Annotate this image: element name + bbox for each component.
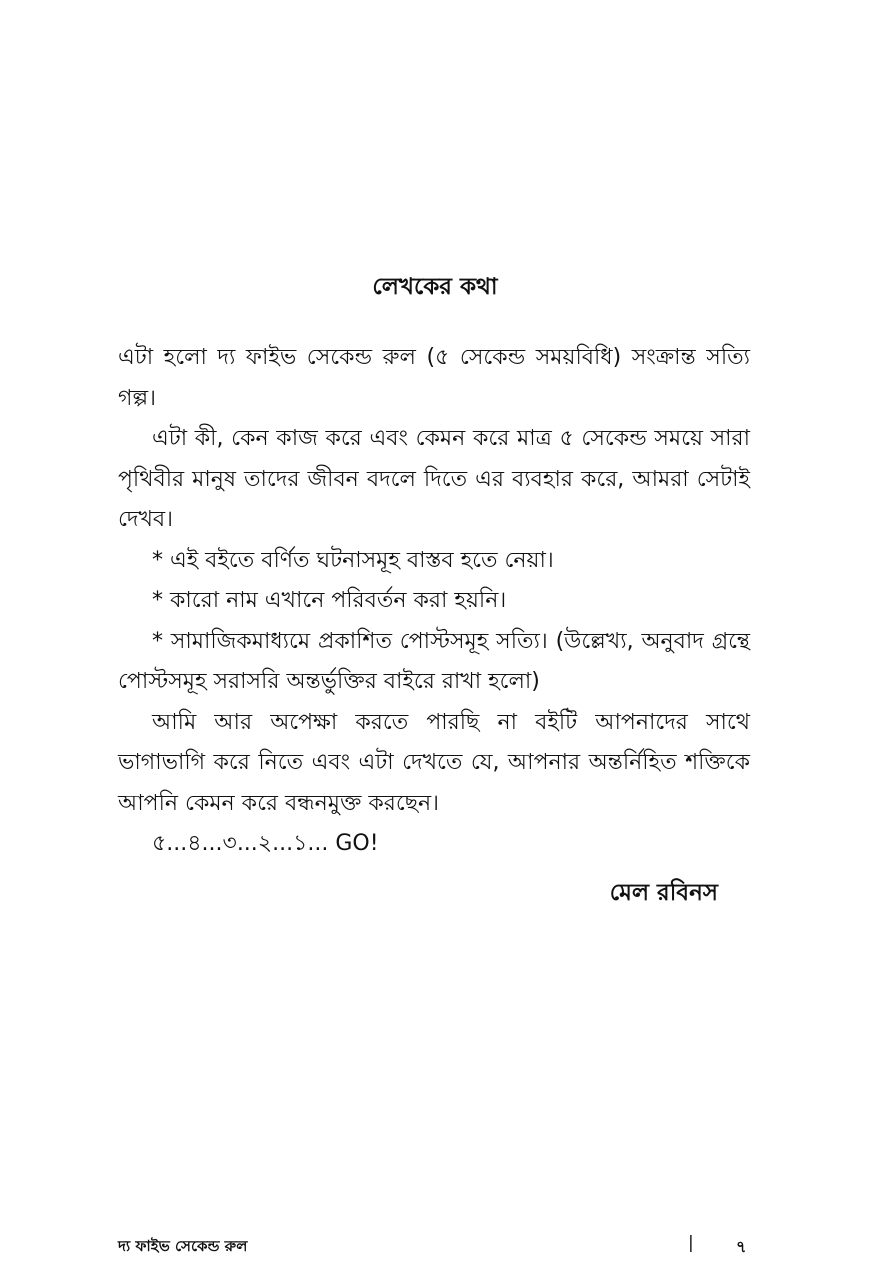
paragraph-closing: আমি আর অপেক্ষা করতে পারছি না বইটি আপনাদের সাথে ভাগাভাগি করে নিতে এবং এটা দেখতে যে, আপনার অন্তর্নিহিত শক্তিকে আপনি কেমন করে বন্ধনমুক্ত করছেন।: [118, 709, 750, 816]
note-real-events: * এই বইতে বর্ণিত ঘটনাসমূহ বাস্তব হতে নেয়া।: [152, 547, 554, 573]
footer-book-title: দ্য ফাইভ সেকেন্ড রুল: [118, 1237, 248, 1255]
page-number: ৭: [736, 1237, 747, 1256]
footer-separator: |: [688, 1233, 694, 1253]
body-text: [118, 338, 750, 865]
author-signature: মেল রবিনস: [609, 880, 718, 906]
paragraph-intro: এটা হলো দ্য ফাইভ সেকেন্ড রুল (৫ সেকেন্ড সময়বিধি) সংক্রান্ত সত্যি গল্প।: [118, 345, 750, 411]
note-names-unchanged: * কারো নাম এখানে পরিবর্তন করা হয়নি।: [152, 588, 507, 613]
countdown-line: ৫...৪...৩...২...১... GO!: [152, 831, 379, 856]
page-title: লেখকের কথা: [372, 274, 498, 300]
note-social-posts: * সামাজিকমাধ্যমে প্রকাশিত পোস্টসমূহ সত্যি। (উল্লেখ্য, অনুবাদ গ্রন্থে পোস্টসমূহ সরাসরি অন্তর্ভুক্তির বাইরে রাখা হলো): [118, 628, 750, 694]
paragraph-purpose: এটা কী, কেন কাজ করে এবং কেমন করে মাত্র ৫ সেকেন্ড সময়ে সারা পৃথিবীর মানুষ তাদের জীবন বদলে দিতে এর ব্যবহার করে, আমরা সেটাই দেখব।: [118, 426, 750, 532]
